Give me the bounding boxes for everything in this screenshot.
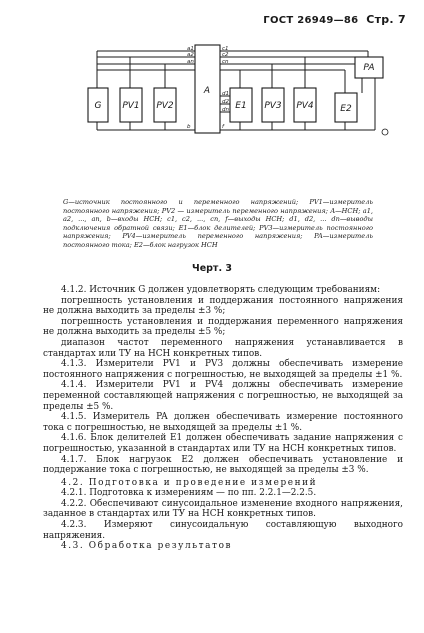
pin-an: an — [187, 59, 194, 65]
paragraph: 4.1.2. Источник G должен удовлетворять следующим требованиям: — [61, 285, 381, 295]
pin-dn: dn — [222, 107, 229, 113]
label-pv3: PV3 — [264, 101, 282, 111]
label-e1: E1 — [235, 101, 247, 111]
mark-icon — [382, 129, 388, 135]
pin-c1: c1 — [222, 46, 229, 52]
pin-cn: cn — [222, 59, 229, 65]
figure-label: Черт. 3 — [192, 263, 232, 274]
pin-d2: d2 — [222, 99, 229, 105]
section-heading: 4.3. Обработка результатов — [61, 541, 233, 552]
pin-f: f — [222, 124, 224, 130]
paragraph: 4.1.6. Блок делителей E1 должен обеспечивать задание напряжения с погрешностью, указанной в стандартах или ТУ на НСН конкретных типов. — [43, 433, 403, 454]
label-a: A — [203, 86, 211, 96]
section-heading: 4.2. Подготовка и проведение измерений — [61, 477, 318, 488]
paragraph: диапазон частот переменного напряжения устанавливается в стандартах или ТУ на НСН конкретных типов. — [43, 337, 403, 359]
label-pv2: PV2 — [156, 101, 174, 111]
label-pa: PA — [363, 63, 375, 73]
circuit-diagram — [0, 0, 424, 200]
pin-d1: d1 — [222, 91, 229, 97]
paragraph: погрешность установления и поддержания постоянного напряжения не должна выходить за пределы ±3 %; — [43, 295, 403, 317]
paragraph: 4.1.4. Измерители PV1 и PV4 должны обеспечивать измерение переменной составляющей напряжения с погрешностью, не выходящей за пределы ±5 %. — [43, 380, 403, 412]
paragraph: 4.2.3. Измеряют синусоидальную составляющую выходного напряжения. — [43, 520, 403, 541]
paragraph: 4.2.2. Обеспечивают синусоидальное изменение входного напряжения, заданное в стандартах или ТУ на НСН конкретных типов. — [43, 498, 403, 520]
paragraph: 4.2.1. Подготовка к измерениям — по пп. 2.2.1—2.2.5. — [61, 488, 317, 499]
label-g: G — [94, 101, 102, 111]
paragraph: погрешность установления и поддержания переменного напряжения не должна выходить за пределы ±5 %; — [43, 316, 403, 338]
body-text — [43, 285, 403, 552]
figure-caption: G—источник постоянного и переменного напряжений; PV1—измеритель постоянного напряжения; PV2 — измеритель переменного напряжения; A—НСН; a1, a2, ..., an, b—входы НСН; c1, c2, ..., cn, f—выходы НСН; d1, d2, ... dn—выводы подключения обратной связи; E1—блок делителей; PV3—измеритель постоянного напряжения; PV4—измеритель переменного напряжения; PA—измеритель постоянного тока; E2—блок нагрузок НСН — [63, 198, 373, 249]
pin-b: b — [187, 124, 191, 130]
pin-c2: c2 — [222, 52, 229, 58]
page-number: Стр. 7 — [366, 13, 406, 26]
pin-a2: a2 — [187, 52, 194, 58]
pin-a1: a1 — [187, 46, 194, 52]
paragraph: 4.1.3. Измерители PV1 и PV3 должны обеспечивать измерение постоянного напряжения с погрешностью, не выходящей за пределы ±1 %. — [43, 359, 403, 380]
standard-number: ГОСТ 26949—86 — [263, 15, 359, 26]
label-pv4: PV4 — [296, 101, 314, 111]
paragraph: 4.1.5. Измеритель PA должен обеспечивать измерение постоянного тока с погрешностью, не выходящей за пределы ±1 %. — [43, 412, 403, 433]
label-pv1: PV1 — [122, 101, 140, 111]
label-e2: E2 — [340, 104, 352, 114]
paragraph: 4.1.7. Блок нагрузок E2 должен обеспечивать установление и поддержание тока с погрешностью, не выходящей за пределы ±3 %. — [43, 454, 403, 476]
